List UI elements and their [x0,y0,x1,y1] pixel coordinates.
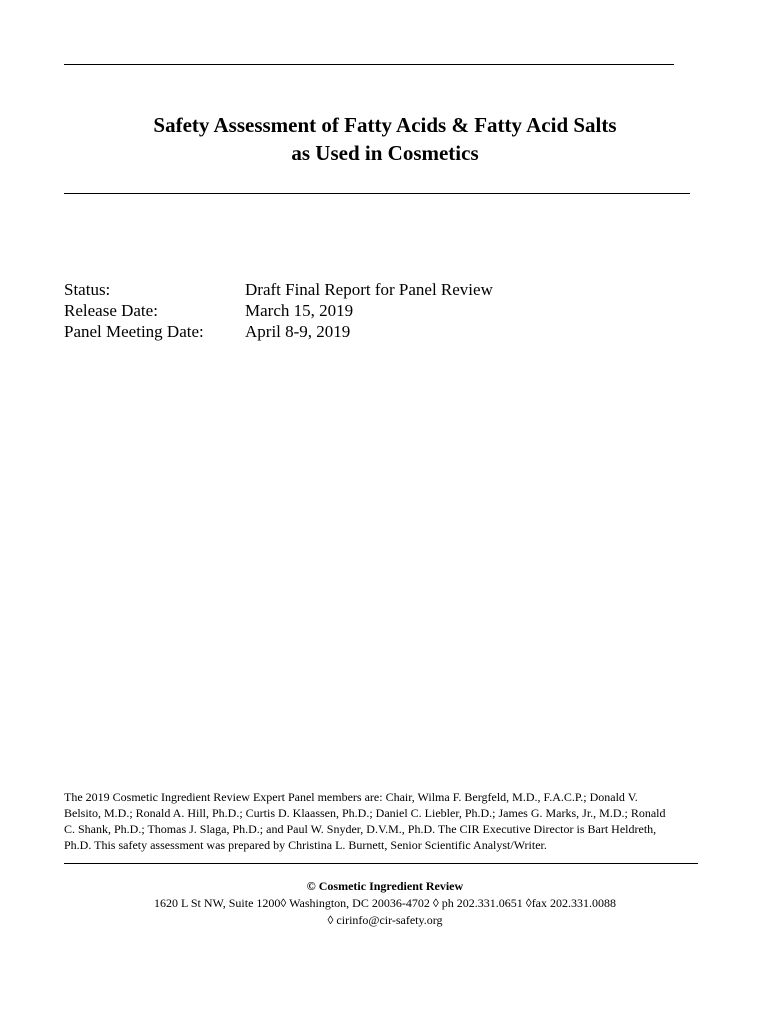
release-date-value: March 15, 2019 [245,301,354,320]
document-title [0,111,770,167]
title-rule [64,193,690,194]
status-label: Status: [64,280,111,299]
footer-address: 1620 L St NW, Suite 1200◊ Washington, DC 20036-4702 ◊ ph 202.331.0651 ◊fax 202.331.0088 [153,896,617,910]
title-line-1: Safety Assessment of Fatty Acids & Fatty Acid Salts [153,113,617,137]
panel-note-line: C. Shank, Ph.D.; Thomas J. Slaga, Ph.D.; and Paul W. Snyder, D.V.M., Ph.D. The CIR Executive Director is Bart Heldreth, [64,822,657,836]
panel-note-line: The 2019 Cosmetic Ingredient Review Expert Panel members are: Chair, Wilma F. Bergfeld, M.D., F.A.C.P.; Donald V. [64,790,638,804]
status-value: Draft Final Report for Panel Review [245,280,493,299]
footer-organization: © Cosmetic Ingredient Review [306,879,464,893]
panel-note-line: Belsito, M.D.; Ronald A. Hill, Ph.D.; Curtis D. Klaassen, Ph.D.; Daniel C. Liebler, Ph.D.; James G. Marks, Jr., M.D.; Ronald [64,806,666,820]
release-date-label: Release Date: [64,301,158,320]
panel-note-line: Ph.D. This safety assessment was prepared by Christina L. Burnett, Senior Scientific Analyst/Writer. [64,838,547,852]
panel-meeting-date-value: April 8-9, 2019 [245,322,351,341]
expert-panel-note [64,789,698,853]
title-line-2: as Used in Cosmetics [291,141,479,165]
footer-rule [64,863,698,864]
footer [0,878,770,929]
footer-email: ◊ cirinfo@cir-safety.org [327,913,443,927]
panel-meeting-date-label: Panel Meeting Date: [64,322,204,341]
top-rule [64,64,674,65]
